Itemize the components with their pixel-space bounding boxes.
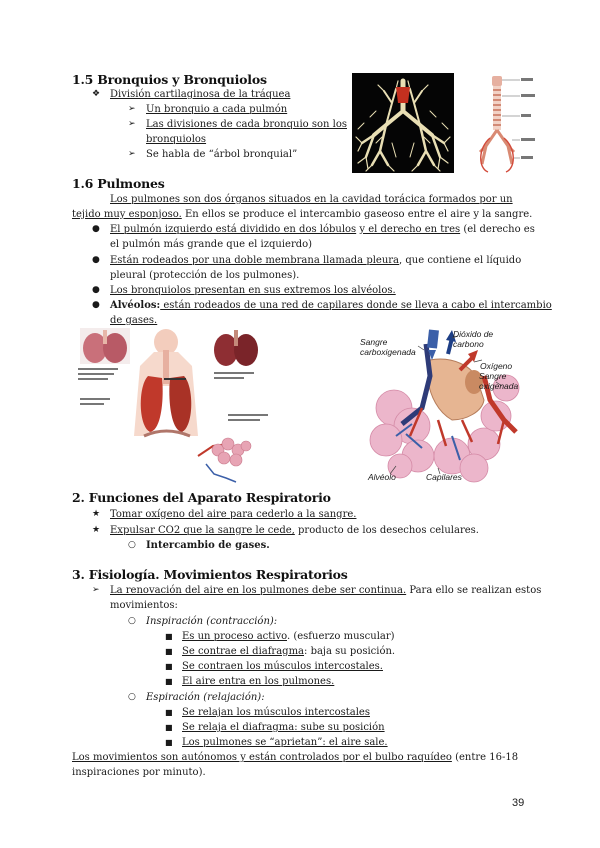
pulmones-bullet-1-line-2: el pulmón más grande que el izquierdo) (110, 239, 313, 250)
lobulos-underline-1: El pulmón izquierdo está dividido en dos lóbulos (110, 224, 357, 235)
pulmones-bullet-4 (110, 298, 552, 313)
bronquios-item: División cartilaginosa de la tráquea (110, 89, 291, 100)
inspiracion-3: Se contraen los músculos intercostales. (182, 661, 383, 672)
co2-rest: producto de los desechos celulares. (294, 525, 479, 536)
respiratory-system-image (78, 326, 274, 486)
espiracion-heading: Espiración (relajación): (146, 692, 265, 703)
arrow-bullet-icon: ➢ (128, 119, 136, 129)
lobulos-rest: (el derecho es (460, 224, 535, 235)
diafragma-rest: : baja su posición. (304, 646, 396, 657)
espiracion-3: Los pulmones se “aprietan”: el aire sale. (182, 737, 388, 748)
proceso-activo-rest: . (esfuerzo muscular) (287, 631, 395, 642)
label-oxigenada: oxigenada (479, 381, 519, 391)
pulmones-paragraph-underline: tejido muy esponjoso. (72, 209, 182, 220)
espiracion-1: Se relajan los músculos intercostales (182, 707, 370, 718)
dot-bullet-icon: ● (92, 255, 100, 265)
square-bullet-icon: ■ (165, 738, 173, 747)
star-bullet-icon: ★ (92, 525, 101, 535)
pulmones-paragraph-line-2 (72, 207, 532, 222)
proceso-activo-underline: Es un proceso activo (182, 631, 287, 642)
arrow-bullet-icon: ➢ (128, 149, 136, 159)
circle-bullet-icon: ○ (128, 692, 136, 702)
renovacion-underline: La renovación del aire en los pulmones debe ser continua. (110, 585, 407, 596)
bronquios-sub-1: Un bronquio a cada pulmón (146, 104, 288, 115)
renovacion-rest: Para ello se realizan estos (406, 585, 542, 596)
diamond-bullet-icon: ❖ (92, 89, 101, 99)
dot-bullet-icon: ● (92, 285, 100, 295)
inspiracion-1 (182, 629, 395, 644)
inspiracion-heading: Inspiración (contracción): (146, 616, 278, 627)
fisiologia-line-1 (110, 583, 541, 598)
section-1-6-title: 1.6 Pulmones (72, 176, 165, 191)
label-sangre-oxigenada (479, 371, 518, 391)
section-2-title: 2. Funciones del Aparato Respiratorio (72, 490, 331, 505)
inspiracion-2 (182, 644, 395, 659)
fisiologia-line-2: movimientos: (110, 600, 178, 611)
funcion-1: Tomar oxígeno del aire para cederlo a la sangre. (110, 509, 357, 520)
pleura-underline: Están rodeados por una doble membrana llamada pleura (110, 255, 400, 266)
square-bullet-icon: ■ (165, 662, 173, 671)
dot-bullet-icon: ● (92, 300, 100, 310)
arrow-bullet-icon: ➢ (92, 585, 100, 595)
dot-bullet-icon: ● (92, 224, 100, 234)
label-oxigeno: Oxígeno (480, 361, 513, 371)
square-bullet-icon: ■ (165, 677, 173, 686)
trachea-diagram-image (476, 72, 538, 180)
funcion-2 (110, 523, 479, 538)
bulbo-underline: Los movimientos son autónomos y están controlados por el bulbo raquídeo (72, 752, 452, 763)
label-capilares: Capilares (426, 472, 462, 482)
pulmones-bullet-2-line-2: pleural (protección de los pulmones). (110, 270, 300, 281)
square-bullet-icon: ■ (165, 647, 173, 656)
label-sangre-2: Sangre (479, 371, 507, 381)
pulmones-bullet-2 (110, 253, 521, 268)
label-alveolo: Alvéolo (368, 472, 396, 482)
pleura-rest: , que contiene el líquido (399, 255, 522, 266)
pulmones-paragraph-line-1: Los pulmones son dos órganos situados en la cavidad torácica formados por un (110, 194, 513, 205)
square-bullet-icon: ■ (165, 723, 173, 732)
pulmones-bullet-1 (110, 222, 535, 237)
bulbo-rest: (entre 16-18 (451, 752, 519, 763)
alveolos-definition: están rodeados de una red de capilares donde se lleva a cabo el intercambio (160, 300, 552, 311)
conclusion-line-2: inspiraciones por minuto). (72, 767, 206, 778)
page-number: 39 (512, 797, 525, 809)
diafragma-underline: Se contrae el diafragma (182, 646, 305, 657)
label-carbono: carbono (453, 339, 484, 349)
pulmones-paragraph-rest: En ellos se produce el intercambio gaseoso entre el aire y la sangre. (181, 209, 533, 220)
square-bullet-icon: ■ (165, 632, 173, 641)
arrow-bullet-icon: ➢ (128, 104, 136, 114)
label-dioxido-carbono (453, 329, 493, 349)
bronquios-sub-2b: bronquiolos (146, 134, 207, 145)
bronquios-sub-3: Se habla de “árbol bronquial” (146, 149, 298, 160)
inspiracion-4: El aire entra en los pulmones. (182, 676, 335, 687)
label-dioxido: Dióxido de (453, 329, 494, 339)
lobulos-underline-2: y el derecho en tres (359, 224, 461, 235)
label-sangre-1: Sangre (360, 337, 388, 347)
alveolos-term: Alvéolos: (110, 300, 161, 311)
circle-bullet-icon: ○ (128, 540, 136, 550)
pulmones-bullet-4-line-2: de gases. (110, 315, 158, 326)
label-sangre-carboxigenada (360, 337, 416, 357)
star-bullet-icon: ★ (92, 509, 101, 519)
funcion-3: Intercambio de gases. (146, 540, 270, 551)
label-carboxigenada: carboxigenada (360, 347, 416, 357)
pulmones-bullet-3: Los bronquiolos presentan en sus extremos los alvéolos. (110, 285, 396, 296)
conclusion-line-1 (72, 750, 518, 765)
bronquios-sub-2a: Las divisiones de cada bronquio son los (146, 119, 347, 130)
bronchial-tree-image (352, 73, 454, 173)
section-1-5-title: 1.5 Bronquios y Bronquiolos (72, 72, 267, 87)
co2-underline: Expulsar CO2 que la sangre le cede, (110, 525, 295, 536)
circle-bullet-icon: ○ (128, 616, 136, 626)
square-bullet-icon: ■ (165, 708, 173, 717)
espiracion-2: Se relaja el diafragma: sube su posición (182, 722, 385, 733)
section-3-title: 3. Fisiología. Movimientos Respiratorios (72, 567, 348, 582)
